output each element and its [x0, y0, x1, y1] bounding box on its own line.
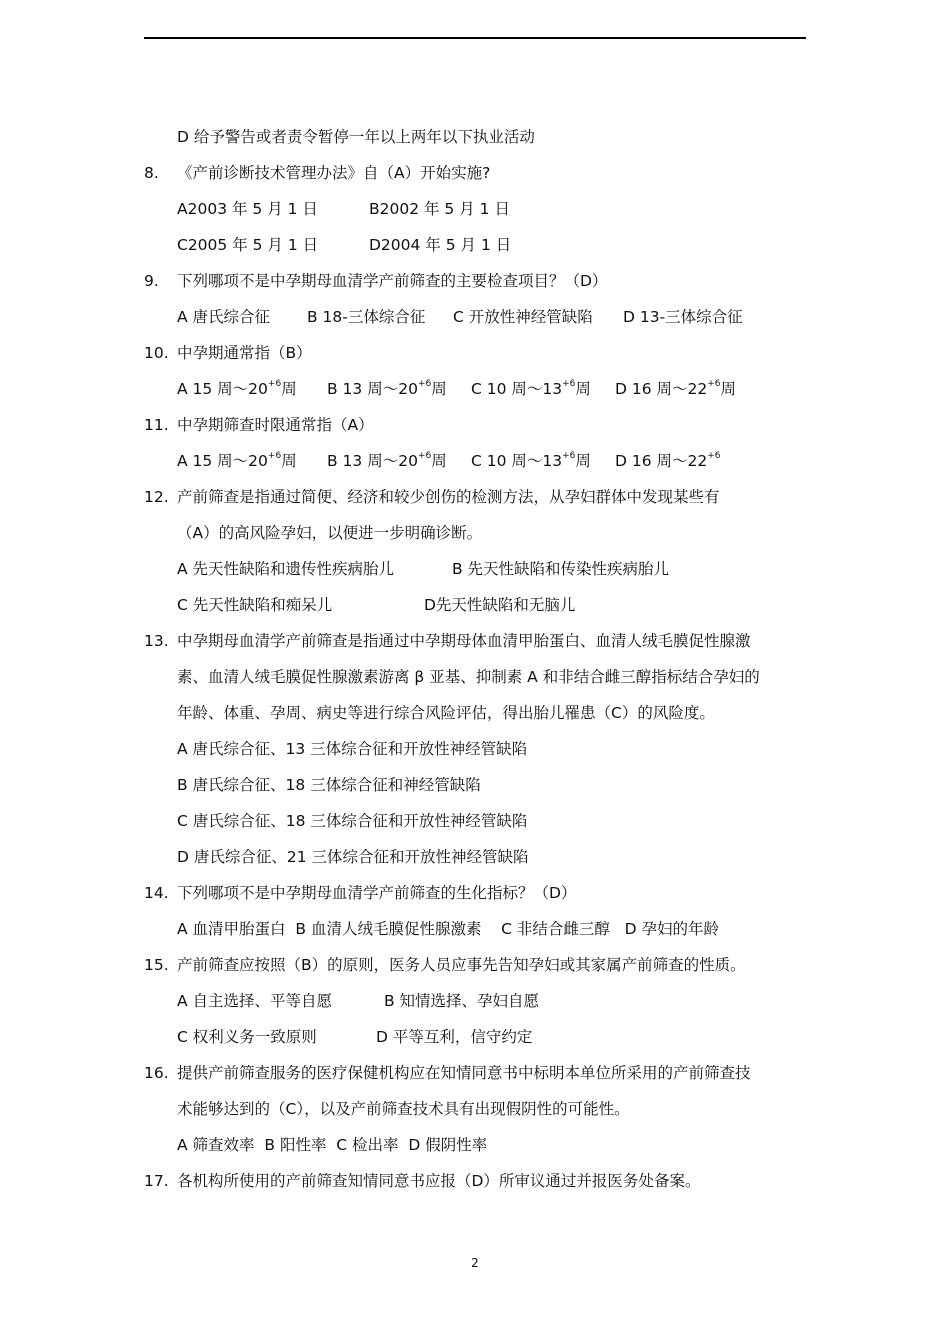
option-c-sup: +6	[562, 450, 576, 461]
question-text: 《产前诊断技术管理办法》自（A）开始实施?	[177, 164, 491, 182]
q10-options	[144, 371, 808, 407]
option-d-text: D 16 周～22	[615, 452, 708, 470]
question-text-line-1: 产前筛查是指通过简便、经济和较少创伤的检测方法，从孕妇群体中发现某些有	[177, 488, 720, 506]
option-a-unit: 周	[281, 452, 297, 470]
q12-options-row-1	[144, 551, 808, 587]
q14-options: A 血清甲胎蛋白 B 血清人绒毛膜促性腺激素 C 非结合雌三醇 D 孕妇的年龄	[177, 920, 720, 938]
option-c	[471, 443, 615, 479]
question-9	[144, 263, 808, 299]
question-text: 中孕期通常指（B）	[177, 344, 312, 362]
question-number: 8.	[144, 164, 159, 182]
q16-options: A 筛查效率 B 阳性率 C 检出率 D 假阴性率	[177, 1136, 488, 1154]
question-11	[144, 407, 808, 443]
question-text: 各机构所使用的产前筛查知情同意书应报（D）所审议通过并报医务处备案。	[177, 1172, 701, 1190]
question-number: 10.	[144, 344, 169, 362]
option-a	[177, 371, 327, 407]
option-d: D 平等互利，信守约定	[376, 1028, 533, 1046]
option-d: D 13-三体综合征	[623, 308, 743, 326]
option-c-text: C 10 周～13	[471, 380, 563, 398]
q8-options-row-2	[144, 227, 808, 263]
option-d: D 唐氏综合征、21 三体综合征和开放性神经管缺陷	[177, 848, 529, 866]
option-c: C2005 年 5 月 1 日	[177, 236, 319, 254]
question-number: 16.	[144, 1064, 169, 1082]
question-text-line-1: 中孕期母血清学产前筛查是指通过中孕期母体血清甲胎蛋白、血清人绒毛膜促性腺激	[177, 632, 751, 650]
question-text-line-2: （A）的高风险孕妇，以便进一步明确诊断。	[177, 524, 483, 542]
option-c: C 权利义务一致原则	[177, 1028, 317, 1046]
q15-options-row-2	[144, 1019, 808, 1055]
question-12	[144, 479, 808, 515]
question-16	[144, 1055, 808, 1091]
option-b-text: B 13 周～20	[327, 452, 418, 470]
option-d-unit: 周	[720, 380, 737, 398]
question-17	[144, 1163, 808, 1199]
question-number: 11.	[144, 416, 169, 434]
question-text-line-3: 年龄、体重、孕周、病史等进行综合风险评估，得出胎儿罹患（C）的风险度。	[177, 704, 715, 722]
option-c-unit: 周	[575, 380, 591, 398]
q7-option-d: D 给予警告或者责令暂停一年以上两年以下执业活动	[177, 128, 535, 146]
header-rule	[144, 37, 806, 39]
question-text-line-1: 提供产前筛查服务的医疗保健机构应在知情同意书中标明本单位所采用的产前筛查技	[177, 1064, 751, 1082]
q11-options	[144, 443, 808, 479]
question-15	[144, 947, 808, 983]
question-number: 17.	[144, 1172, 169, 1190]
option-b	[327, 443, 471, 479]
option-a-text: A 15 周～20	[177, 380, 268, 398]
question-number: 12.	[144, 488, 169, 506]
page-number: 2	[471, 1256, 479, 1270]
option-a-sup: +6	[267, 378, 282, 389]
option-c	[471, 371, 615, 407]
question-number: 15.	[144, 956, 169, 974]
option-b: B 18-三体综合征	[307, 308, 426, 326]
question-text: 产前筛查应按照（B）的原则，医务人员应事先告知孕妇或其家属产前筛查的性质。	[177, 956, 746, 974]
question-text-line-2: 素、血清人绒毛膜促性腺激素游离 β 亚基、抑制素 A 和非结合雌三醇指标结合孕妇的	[177, 668, 760, 686]
question-13	[144, 623, 808, 659]
option-b-sup: +6	[417, 450, 432, 461]
option-d: D先天性缺陷和无脑儿	[424, 596, 576, 614]
document-body	[144, 119, 808, 1199]
option-d: D2004 年 5 月 1 日	[369, 236, 512, 254]
option-a	[177, 443, 327, 479]
option-a: A 自主选择、平等自愿	[177, 992, 333, 1010]
question-text: 中孕期筛查时限通常指（A）	[177, 416, 374, 434]
q15-options-row-1	[144, 983, 808, 1019]
option-c-unit: 周	[575, 452, 591, 470]
option-b-sup: +6	[417, 378, 432, 389]
question-text-line-2: 术能够达到的（C），以及产前筛查技术具有出现假阴性的可能性。	[177, 1100, 630, 1118]
option-a: A 唐氏综合征	[177, 308, 271, 326]
option-c-text: C 10 周～13	[471, 452, 563, 470]
option-b: B 唐氏综合征、18 三体综合征和神经管缺陷	[177, 776, 481, 794]
option-d-text: D 16 周～22	[615, 380, 708, 398]
option-c-sup: +6	[562, 378, 576, 389]
option-d-sup: +6	[707, 378, 721, 389]
option-d-sup: +6	[707, 450, 721, 461]
question-text: 下列哪项不是中孕期母血清学产前筛查的生化指标？（D）	[177, 884, 577, 902]
option-a-unit: 周	[281, 380, 297, 398]
option-c: C 先天性缺陷和痴呆儿	[177, 596, 333, 614]
q8-options-row-1	[144, 191, 808, 227]
question-number: 9.	[144, 272, 159, 290]
option-a-sup: +6	[267, 450, 282, 461]
question-number: 14.	[144, 884, 169, 902]
option-b: B2002 年 5 月 1 日	[369, 200, 510, 218]
option-b: B 先天性缺陷和传染性疾病胎儿	[452, 560, 670, 578]
option-a: A 唐氏综合征、13 三体综合征和开放性神经管缺陷	[177, 740, 528, 758]
option-b-text: B 13 周～20	[327, 380, 418, 398]
option-b	[327, 371, 471, 407]
option-a-text: A 15 周～20	[177, 452, 268, 470]
question-14	[144, 875, 808, 911]
q12-options-row-2	[144, 587, 808, 623]
question-8	[144, 155, 808, 191]
option-a: A2003 年 5 月 1 日	[177, 200, 318, 218]
option-d	[615, 371, 736, 407]
question-10	[144, 335, 808, 371]
option-a: A 先天性缺陷和遗传性疾病胎儿	[177, 560, 395, 578]
option-c: C 开放性神经管缺陷	[453, 308, 593, 326]
question-number: 13.	[144, 632, 169, 650]
q9-options	[144, 299, 808, 335]
option-c: C 唐氏综合征、18 三体综合征和开放性神经管缺陷	[177, 812, 528, 830]
option-b: B 知情选择、孕妇自愿	[384, 992, 540, 1010]
option-b-unit: 周	[431, 452, 447, 470]
option-d	[615, 443, 721, 479]
question-text: 下列哪项不是中孕期母血清学产前筛查的主要检查项目？（D）	[177, 272, 608, 290]
option-b-unit: 周	[431, 380, 447, 398]
